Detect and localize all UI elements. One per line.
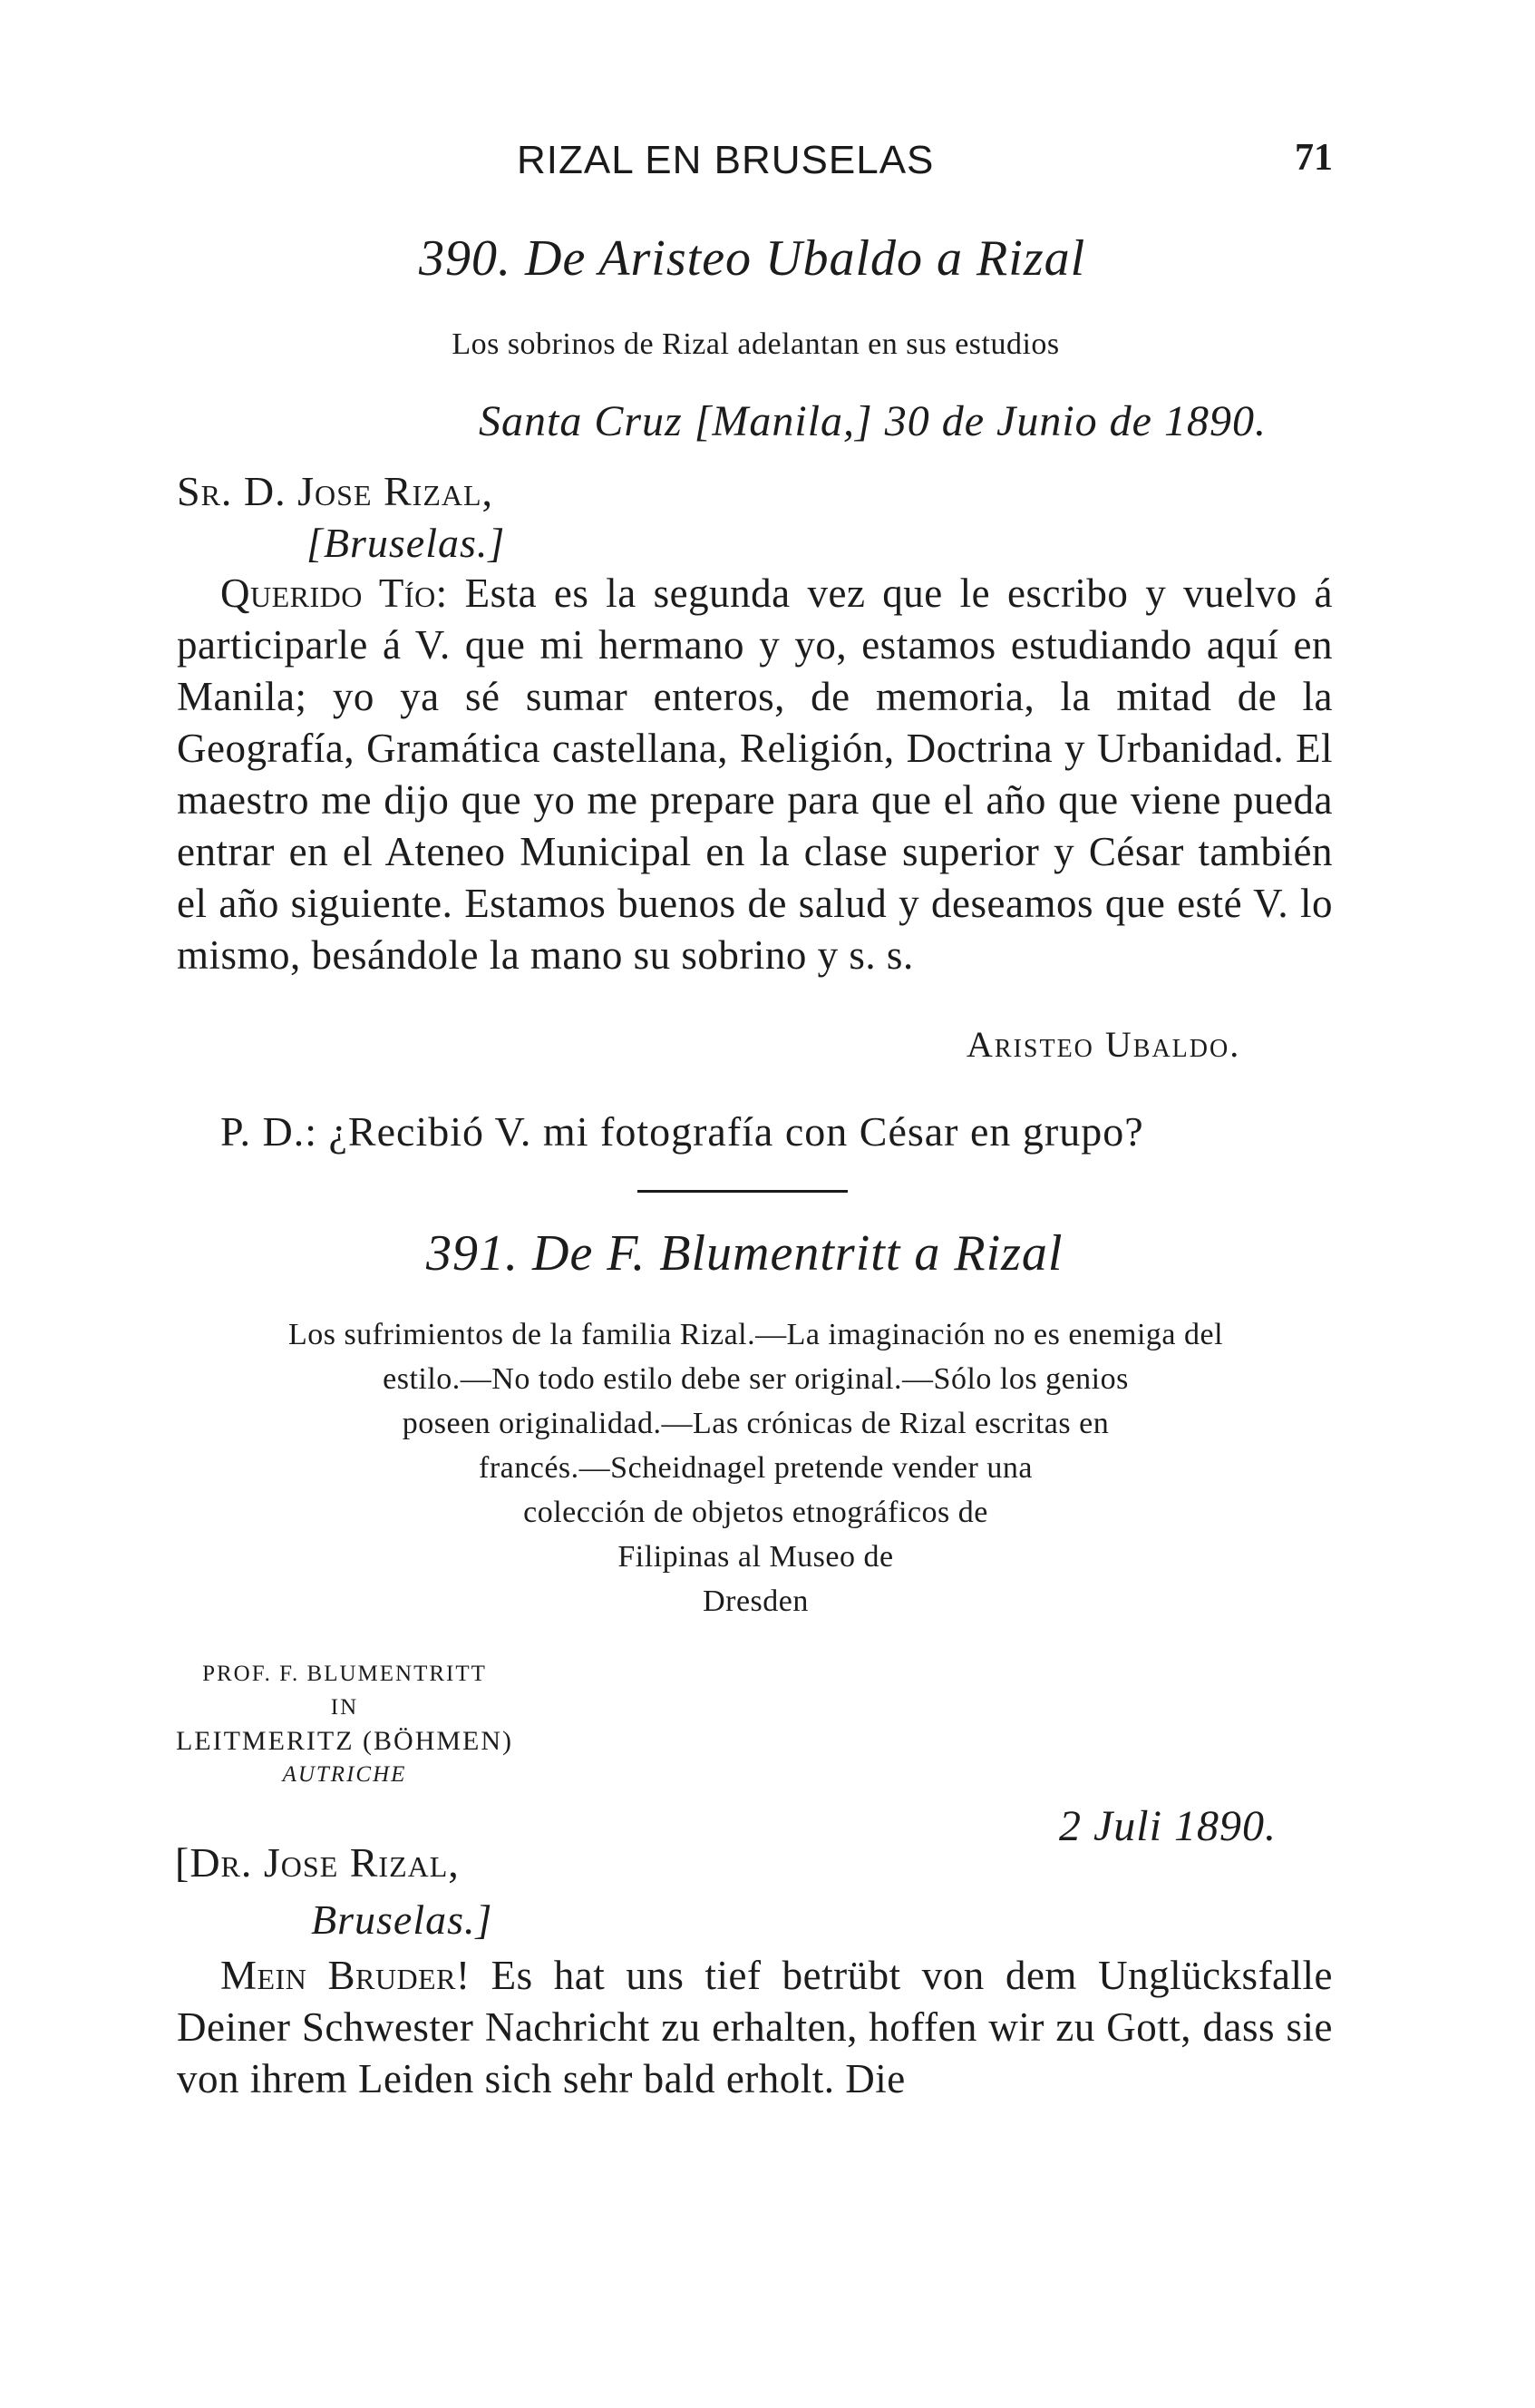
- letter-391-summary-line: poseen originalidad.—Las crónicas de Rizal escritas en: [402, 1407, 1110, 1440]
- letterhead-line: LEITMERITZ (BÖHMEN): [175, 1726, 514, 1756]
- letter-390-addressee-city: [Bruselas.]: [306, 520, 506, 566]
- letterhead-line: AUTRICHE: [282, 1762, 407, 1787]
- letter-391-body: [177, 1950, 1333, 2105]
- letter-391-addressee-name: [Dr. Jose Rizal,: [175, 1839, 460, 1886]
- letter-391-date: 2 Juli 1890.: [1059, 1802, 1277, 1850]
- letter-390-summary: Los sobrinos de Rizal adelantan en sus estudios: [452, 327, 1060, 361]
- letter-390-postscript: P. D.: ¿Recibió V. mi fotografía con César en grupo?: [220, 1108, 1144, 1155]
- letterhead-line: PROF. F. BLUMENTRITT: [202, 1662, 487, 1686]
- letter-390-body-text: Esta es la segunda vez que le escribo y vuelvo á participarle á V. que mi hermano y yo, estamos estudiando aquí en Manila; yo ya sé sumar enteros, de memoria, la mitad de la Geografía, Gramática castellana, Religión, Doctrina y Urbanidad. El maestro me dijo que yo me prepare para que el año que viene pueda entrar en el Ateneo Municipal en la clase superior y César también el año siguiente. Estamos buenos de salud y deseamos que esté V. lo mismo, besándole la mano su sobrino y s. s.: [177, 570, 1334, 978]
- letter-390-body: [177, 568, 1333, 981]
- running-head: RIZAL EN BRUSELAS: [517, 138, 935, 182]
- letterhead: [163, 1657, 526, 1791]
- letter-391-body-text: Es hat uns tief betrübt von dem Unglücksfalle Deiner Schwester Nachricht zu erhalten, hoffen wir zu Gott, dass sie von ihrem Leiden sich sehr bald erholt. Die: [177, 1953, 1333, 2101]
- letter-391-summary: [178, 1312, 1334, 1623]
- letter-390-salutation: Querido Tío:: [220, 570, 448, 616]
- letter-390-place-date: Santa Cruz [Manila,] 30 de Junio de 1890.: [479, 397, 1267, 445]
- letter-391-addressee-city: Bruselas.]: [311, 1896, 493, 1943]
- letter-391-summary-line: colección de objetos etnográficos de: [523, 1496, 988, 1529]
- letter-391-summary-line: Dresden: [703, 1584, 809, 1618]
- page-number: 71: [1295, 137, 1333, 179]
- section-divider: [637, 1190, 848, 1193]
- letter-391-summary-line: Filipinas al Museo de: [617, 1540, 894, 1574]
- letterhead-line: IN: [330, 1695, 359, 1720]
- letter-391-summary-line: estilo.—No todo estilo debe ser original.—Sólo los genios: [383, 1362, 1129, 1396]
- letter-391-summary-line: francés.—Scheidnagel pretende vender una: [479, 1451, 1033, 1485]
- letter-390-signature: Aristeo Ubaldo.: [967, 1024, 1241, 1065]
- letter-391-title: 391. De F. Blumentritt a Rizal: [426, 1225, 1064, 1282]
- letter-390-title: 390. De Aristeo Ubaldo a Rizal: [419, 230, 1086, 287]
- letter-391-summary-line: Los sufrimientos de la familia Rizal.—La imaginación no es enemiga del: [287, 1318, 1224, 1351]
- letter-391-salutation: Mein Bruder!: [220, 1953, 471, 1998]
- letter-390-addressee-name: Sr. D. Jose Rizal,: [177, 468, 494, 514]
